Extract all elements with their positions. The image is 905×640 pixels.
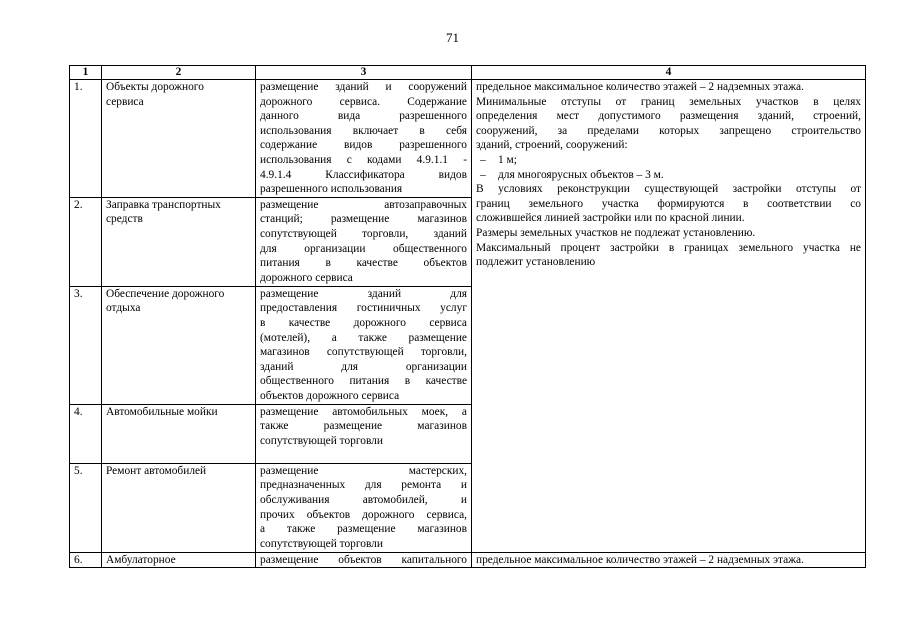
name-line: средств	[106, 213, 143, 226]
table-row	[70, 552, 866, 568]
desc-line: магазинов сопутствующей торговли,	[260, 346, 467, 359]
desc-line: размещение зданий для	[260, 287, 467, 300]
max-floors-text: предельное максимальное количество этажей – 2 надземных этажа.	[476, 81, 804, 93]
building-parameters	[472, 80, 866, 553]
desc-line: обслуживания автомобилей, и	[260, 493, 467, 506]
building-parameters	[472, 552, 866, 568]
header-col-2: 2	[102, 66, 256, 80]
desc-line: (мотелей), а также размещение	[260, 331, 467, 344]
use-type-description	[256, 463, 472, 552]
use-type-name	[102, 552, 256, 568]
name-line: Объекты дорожного	[106, 81, 204, 93]
header-col-3: 3	[256, 66, 472, 80]
desc-line: разрешенного использования	[260, 183, 403, 196]
row-number: 3.	[70, 286, 102, 404]
desc-line: объектов дорожного сервиса	[260, 389, 400, 402]
permitted-use-table	[69, 65, 866, 568]
desc-line: использования включает в себя	[260, 124, 467, 137]
header-col-4: 4	[472, 66, 866, 80]
reconstruction-line: границ земельного участка формируются в соответствии со	[476, 197, 861, 210]
desc-line: сопутствующей торговли	[260, 537, 383, 550]
header-row	[70, 66, 866, 80]
desc-line: размещение зданий и сооружений	[260, 81, 467, 93]
name-line: Заправка транспортных	[106, 198, 221, 211]
dash-bullet: –	[480, 168, 486, 181]
row-number: 6.	[70, 552, 102, 568]
desc-line: дорожного сервиса	[260, 271, 353, 284]
desc-line: предназначенных для ремонта и	[260, 479, 467, 492]
desc-line: использования с кодами 4.9.1.1 -	[260, 153, 467, 166]
desc-line: сопутствующей торговли, зданий	[260, 227, 467, 240]
setback-line: Минимальные отступы от границ земельных участков в целях	[476, 95, 861, 108]
use-type-description	[256, 286, 472, 404]
use-type-description	[256, 404, 472, 463]
desc-line: общественного питания в качестве	[260, 375, 467, 388]
desc-line: а также размещение магазинов	[260, 523, 467, 536]
name-line: Автомобильные мойки	[106, 405, 218, 418]
desc-line: предоставления гостиничных услуг	[260, 302, 467, 315]
desc-line: размещение автозаправочных	[260, 198, 467, 211]
setback-list-item	[476, 153, 861, 168]
use-type-name	[102, 197, 256, 286]
dash-bullet: –	[480, 153, 486, 166]
reconstruction-line: сложившейся линией застройки или по красной линии.	[476, 212, 745, 225]
desc-line: содержание видов разрешенного	[260, 139, 467, 152]
coverage-line: Максимальный процент застройки в границах земельного участка не	[476, 241, 861, 254]
header-col-1: 1	[70, 66, 102, 80]
setback-line: сооружений, за пределами которых запрещено строительство	[476, 124, 861, 137]
desc-line: прочих объектов дорожного сервиса,	[260, 508, 467, 521]
row-number: 1.	[70, 80, 102, 198]
name-line: Ремонт автомобилей	[106, 464, 207, 477]
use-type-name	[102, 404, 256, 463]
setback-value: 1 м;	[498, 153, 517, 166]
use-type-name	[102, 80, 256, 198]
use-type-name	[102, 286, 256, 404]
plot-size-text: Размеры земельных участков не подлежат установлению.	[476, 226, 756, 239]
use-type-description	[256, 80, 472, 198]
desc-line: в качестве дорожного сервиса	[260, 316, 467, 329]
name-line: Обеспечение дорожного	[106, 287, 225, 300]
row-number: 5.	[70, 463, 102, 552]
desc-line: питания в качестве объектов	[260, 257, 467, 270]
use-type-description	[256, 197, 472, 286]
setback-line: определения мест допустимого размещения зданий, строений,	[476, 110, 861, 123]
desc-line: размещение мастерских,	[260, 464, 467, 477]
desc-line: размещение автомобильных моек, а	[260, 405, 467, 418]
reconstruction-line: В условиях реконструкции существующей застройки отступы от	[476, 183, 861, 196]
desc-line: размещение объектов капитального	[260, 553, 467, 566]
setback-line: зданий, строений, сооружений:	[476, 139, 628, 152]
desc-line: данного вида разрешенного	[260, 110, 467, 123]
use-type-name	[102, 463, 256, 552]
desc-line: станций; размещение магазинов	[260, 213, 467, 226]
setback-list-item	[476, 168, 861, 183]
desc-line: также размещение магазинов	[260, 420, 467, 433]
desc-line: для организации общественного	[260, 242, 467, 255]
page-number: 71	[446, 30, 459, 45]
name-line: сервиса	[106, 95, 144, 108]
max-floors-text: предельное максимальное количество этажей – 2 надземных этажа.	[476, 553, 804, 566]
desc-line: зданий для организации	[260, 360, 467, 373]
table-row	[70, 80, 866, 198]
desc-line: дорожного сервиса. Содержание	[260, 95, 467, 108]
coverage-line: подлежит установлению	[476, 256, 596, 269]
row-number: 2.	[70, 197, 102, 286]
name-line: отдыха	[106, 302, 141, 315]
setback-value: для многоярусных объектов – 3 м.	[498, 168, 664, 181]
desc-line: 4.9.1.4 Классификатора видов	[260, 168, 467, 181]
row-number: 4.	[70, 404, 102, 463]
desc-line: сопутствующей торговли	[260, 434, 383, 447]
name-line: Амбулаторное	[106, 553, 176, 566]
use-type-description	[256, 552, 472, 568]
